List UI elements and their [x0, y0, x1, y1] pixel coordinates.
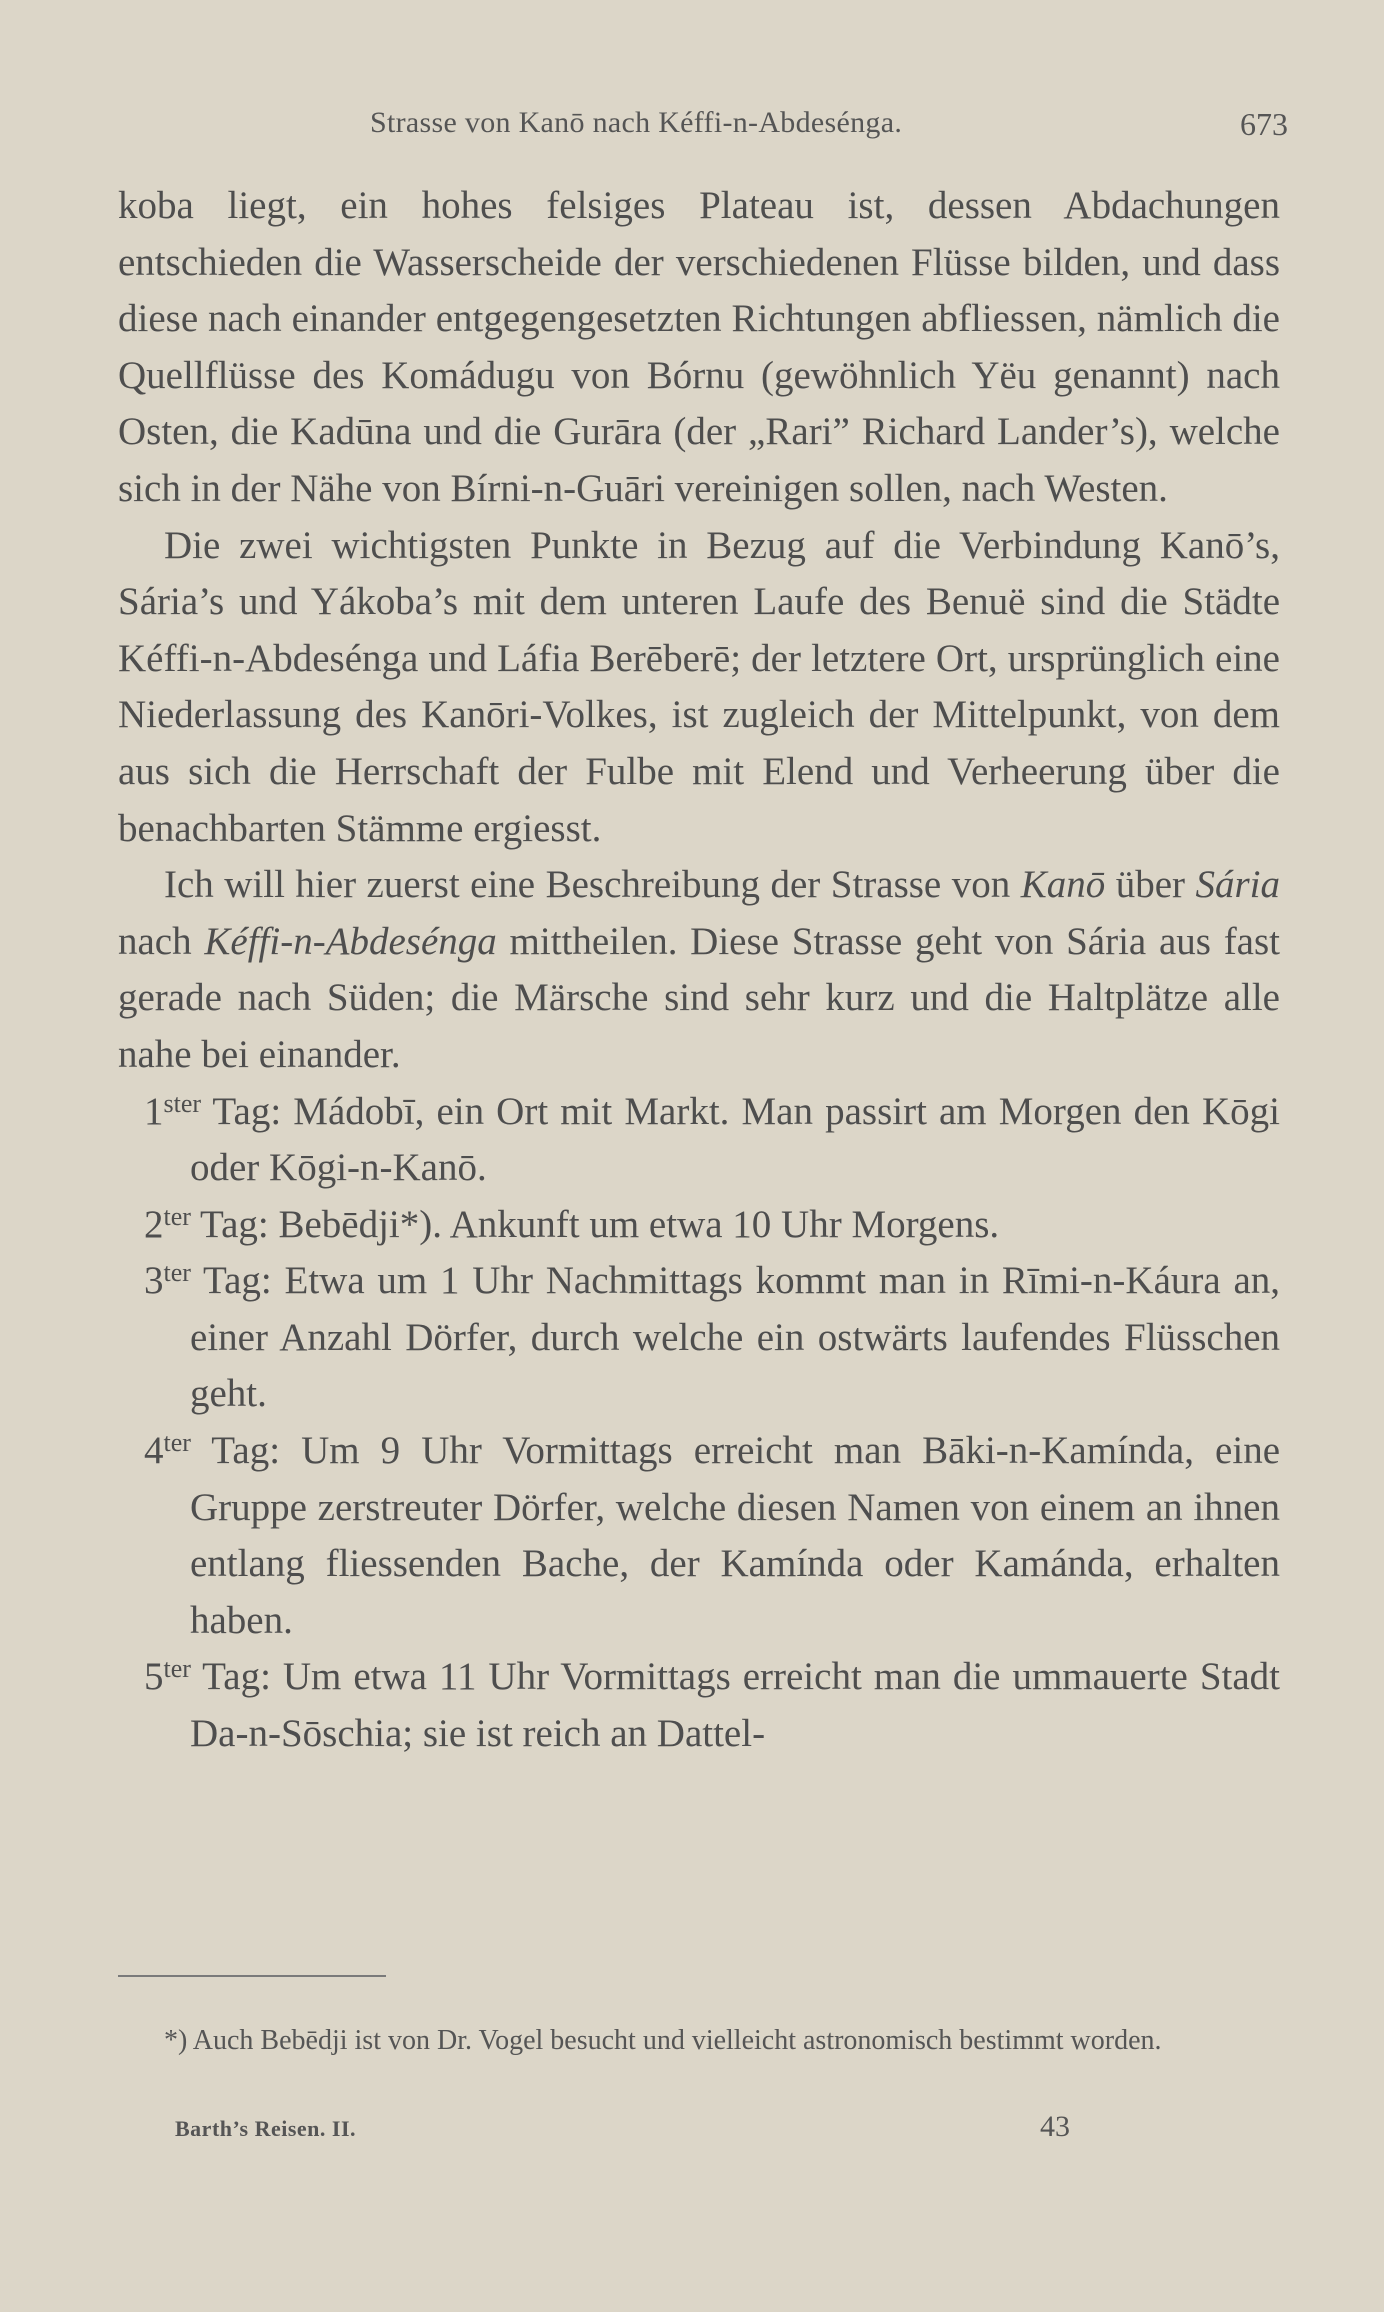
day-label: Tag: — [201, 1089, 294, 1133]
book-title-footer: Barth’s Reisen. II. — [175, 2116, 357, 2141]
day-entry-5 — [118, 1649, 1280, 1762]
day-entry-2 — [118, 1197, 1280, 1254]
day-ordinal: ster — [163, 1088, 202, 1118]
paragraph-2: Die zwei wichtigsten Punkte in Bezug auf die Verbindung Kanō’s, Sária’s und Yákoba’s mit dem unteren Laufe des Benuë sind die Städte Kéffi-n-Abdesénga und Láfia Berēberē; der letztere Ort, ursprünglich eine Niederlassung des Kanōri-Volkes, ist zugleich der Mittelpunkt, von dem aus sich die Herrschaft der Fulbe mit Elend und Verheerung über die benachbarten Stämme ergiesst. — [118, 523, 1280, 850]
day-label: Tag: — [190, 1202, 279, 1246]
body-text — [118, 178, 1280, 1763]
day-text: Um etwa 11 Uhr Vormittags erreicht man die ummauerte Stadt Da-n-Sōschia; sie ist reich an Dattel- — [190, 1655, 1280, 1756]
day-label: Tag: — [190, 1429, 302, 1473]
day-entry-3 — [118, 1253, 1280, 1423]
day-label: Tag: — [190, 1259, 285, 1303]
paragraph-3-text-c: nach — [118, 919, 205, 963]
footnote-divider — [118, 1975, 386, 1977]
running-title: Strasse von Kanō nach Kéffi-n-Abdesénga. — [370, 106, 903, 139]
page-footer — [0, 2110, 1384, 2150]
day-ordinal: ter — [163, 1258, 191, 1288]
footnote-text: *) Auch Bebēdji ist von Dr. Vogel besucht und vielleicht astronomisch bestimmt worden. — [164, 2025, 1162, 2056]
paragraph-3-text-a: Ich will hier zuerst eine Beschreibung der Strasse von — [164, 863, 1021, 907]
day-number: 3 — [144, 1259, 164, 1303]
day-number: 5 — [144, 1655, 164, 1699]
day-text: Mádobī, ein Ort mit Markt. Man passirt am Morgen den Kōgi oder Kōgi-n-Kanō. — [190, 1089, 1281, 1190]
paragraph-3 — [118, 857, 1280, 1083]
day-number: 4 — [144, 1429, 164, 1473]
paragraph-1: koba liegt, ein hohes felsiges Plateau ist, dessen Abdachungen entschieden die Wasserscheide der verschiedenen Flüsse bilden, und dass diese nach einander entgegengesetzten Richtungen abfliessen, nämlich die Quellflüsse des Komádugu von Bórnu (gewöhnlich Yëu genannt) nach Osten, die Kadūna und die Gurāra (der „Rari” Richard Lander’s), welche sich in der Nähe von Bírni-n-Guāri vereinigen sollen, nach Westen. — [118, 184, 1280, 510]
paragraph-3-text-d: mittheilen. Diese Strasse geht von Sária aus fast gerade nach Süden; die Märsche sind sehr kurz und die Haltplätze alle nahe bei einander. — [118, 919, 1281, 1076]
day-label: Tag: — [190, 1655, 283, 1699]
page-header — [0, 106, 1384, 150]
day-text: Um 9 Uhr Vormittags erreicht man Bāki-n-Kamínda, eine Gruppe zerstreuter Dörfer, welche diesen Namen von einem an ihnen entlang fliessenden Bache, der Kamínda oder Kamánda, erhalten haben. — [190, 1429, 1280, 1642]
day-entry-4 — [118, 1423, 1280, 1649]
day-text: Bebēdji*). Ankunft um etwa 10 Uhr Morgens. — [278, 1202, 1000, 1246]
day-number: 1 — [144, 1089, 164, 1133]
day-ordinal: ter — [163, 1654, 191, 1684]
place-kano: Kanō — [1020, 863, 1106, 907]
day-ordinal: ter — [163, 1201, 191, 1231]
paragraph-3-text-b: über — [1105, 863, 1196, 907]
day-number: 2 — [144, 1202, 164, 1246]
day-entry-1 — [118, 1084, 1280, 1197]
footnote — [118, 2016, 1280, 2066]
place-keffi: Kéffi-n-Abdesénga — [204, 919, 497, 963]
day-text: Etwa um 1 Uhr Nachmittags kommt man in Rīmi-n-Káura an, einer Anzahl Dörfer, durch welche ein ostwärts laufendes Flüsschen geht. — [190, 1259, 1281, 1416]
page-number: 673 — [1240, 106, 1288, 142]
place-saria: Sária — [1195, 863, 1280, 907]
signature-mark: 43 — [1040, 2110, 1070, 2143]
day-ordinal: ter — [163, 1428, 191, 1458]
